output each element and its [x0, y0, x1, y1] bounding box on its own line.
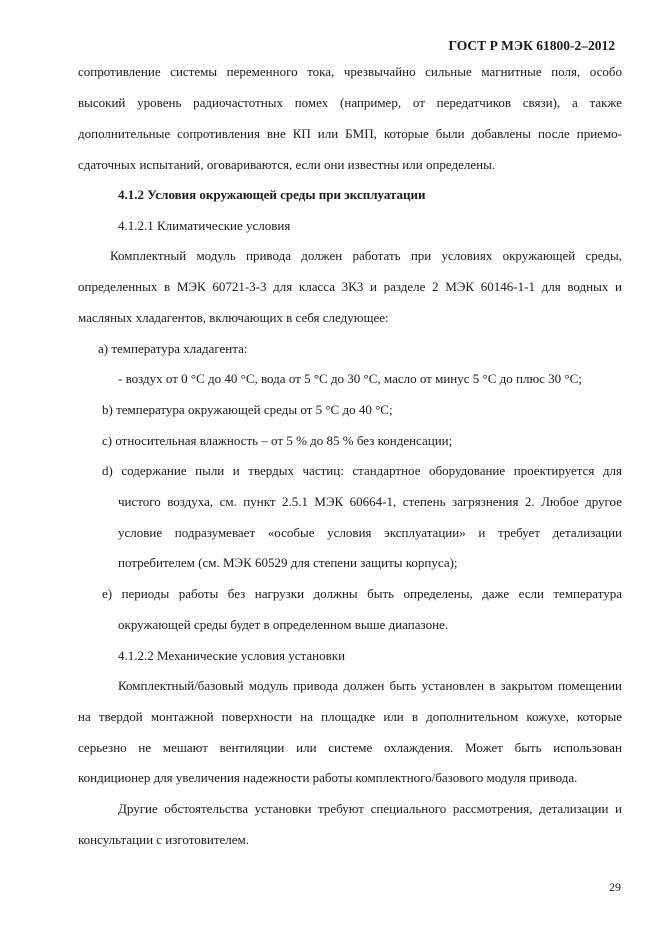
- paragraph-line: масляных хладагентов, включающих в себя следующее:: [78, 310, 389, 325]
- list-item-d-line: потребителем (см. МЭК 60529 для степени защиты корпуса);: [118, 555, 458, 570]
- list-item-d-line: чистого воздуха, см. пункт 2.5.1 МЭК 60664-1, степень загрязнения 2. Любое другое: [118, 494, 622, 509]
- paragraph-line: Комплектный/базовый модуль привода должен быть установлен в закрытом помещении: [118, 678, 622, 693]
- paragraph-line: консультации с изготовителем.: [78, 832, 250, 847]
- paragraph-line: Другие обстоятельства установки требуют специального рассмотрения, детализации и: [118, 801, 622, 816]
- list-subitem: - воздух от 0 °С до 40 °С, вода от 5 °С до 30 °С, масло от минус 5 °С до плюс 30 °С;: [118, 371, 582, 386]
- paragraph-line: кондиционер для увеличения надежности работы комплектного/базового модуля привода.: [78, 770, 578, 785]
- paragraph-line: сдаточных испытаний, оговариваются, если они известны или определены.: [78, 157, 496, 172]
- paragraph-line: Комплектный модуль привода должен работать при условиях окружающей среды,: [110, 248, 622, 263]
- subsection-heading: 4.1.2.1 Климатические условия: [118, 218, 291, 233]
- paragraph-line: на твердой монтажной поверхности на площадке или в дополнительном кожухе, которые: [78, 709, 622, 724]
- document-header: ГОСТ Р МЭК 61800-2–2012: [448, 38, 615, 53]
- paragraph-line: высокий уровень радиочастотных помех (например, от передатчиков связи), а также: [78, 95, 622, 110]
- page-number: 29: [609, 880, 621, 894]
- list-item-c: c) относительная влажность – от 5 % до 85 % без конденсации;: [102, 433, 453, 448]
- subsection-heading: 4.1.2.2 Механические условия установки: [118, 648, 346, 663]
- list-item-d: d) содержание пыли и твердых частиц: стандартное оборудование проектируется для: [102, 463, 622, 478]
- paragraph-line: дополнительные сопротивления вне КП или БМП, которые были добавлены после приемо-: [78, 126, 622, 141]
- section-heading: 4.1.2 Условия окружающей среды при эксплуатации: [118, 187, 426, 202]
- paragraph-line: сопротивление системы переменного тока, чрезвычайно сильные магнитные поля, особо: [78, 64, 622, 79]
- list-item-e-line: окружающей среды будет в определенном выше диапазоне.: [118, 617, 449, 632]
- list-item-a: a) температура хладагента:: [98, 341, 248, 356]
- list-item-d-line: условие подразумевает «особые условия эксплуатации» и требует детализации: [118, 525, 622, 540]
- list-item-e: e) периоды работы без нагрузки должны быть определены, даже если температура: [102, 586, 622, 601]
- list-item-b: b) температура окружающей среды от 5 °С до 40 °С;: [102, 402, 393, 417]
- paragraph-line: серьезно не мешают вентиляции или системе охлаждения. Может быть использован: [78, 740, 622, 755]
- paragraph-line: определенных в МЭК 60721-3-3 для класса 3К3 и разделе 2 МЭК 60146-1-1 для водных и: [78, 279, 622, 294]
